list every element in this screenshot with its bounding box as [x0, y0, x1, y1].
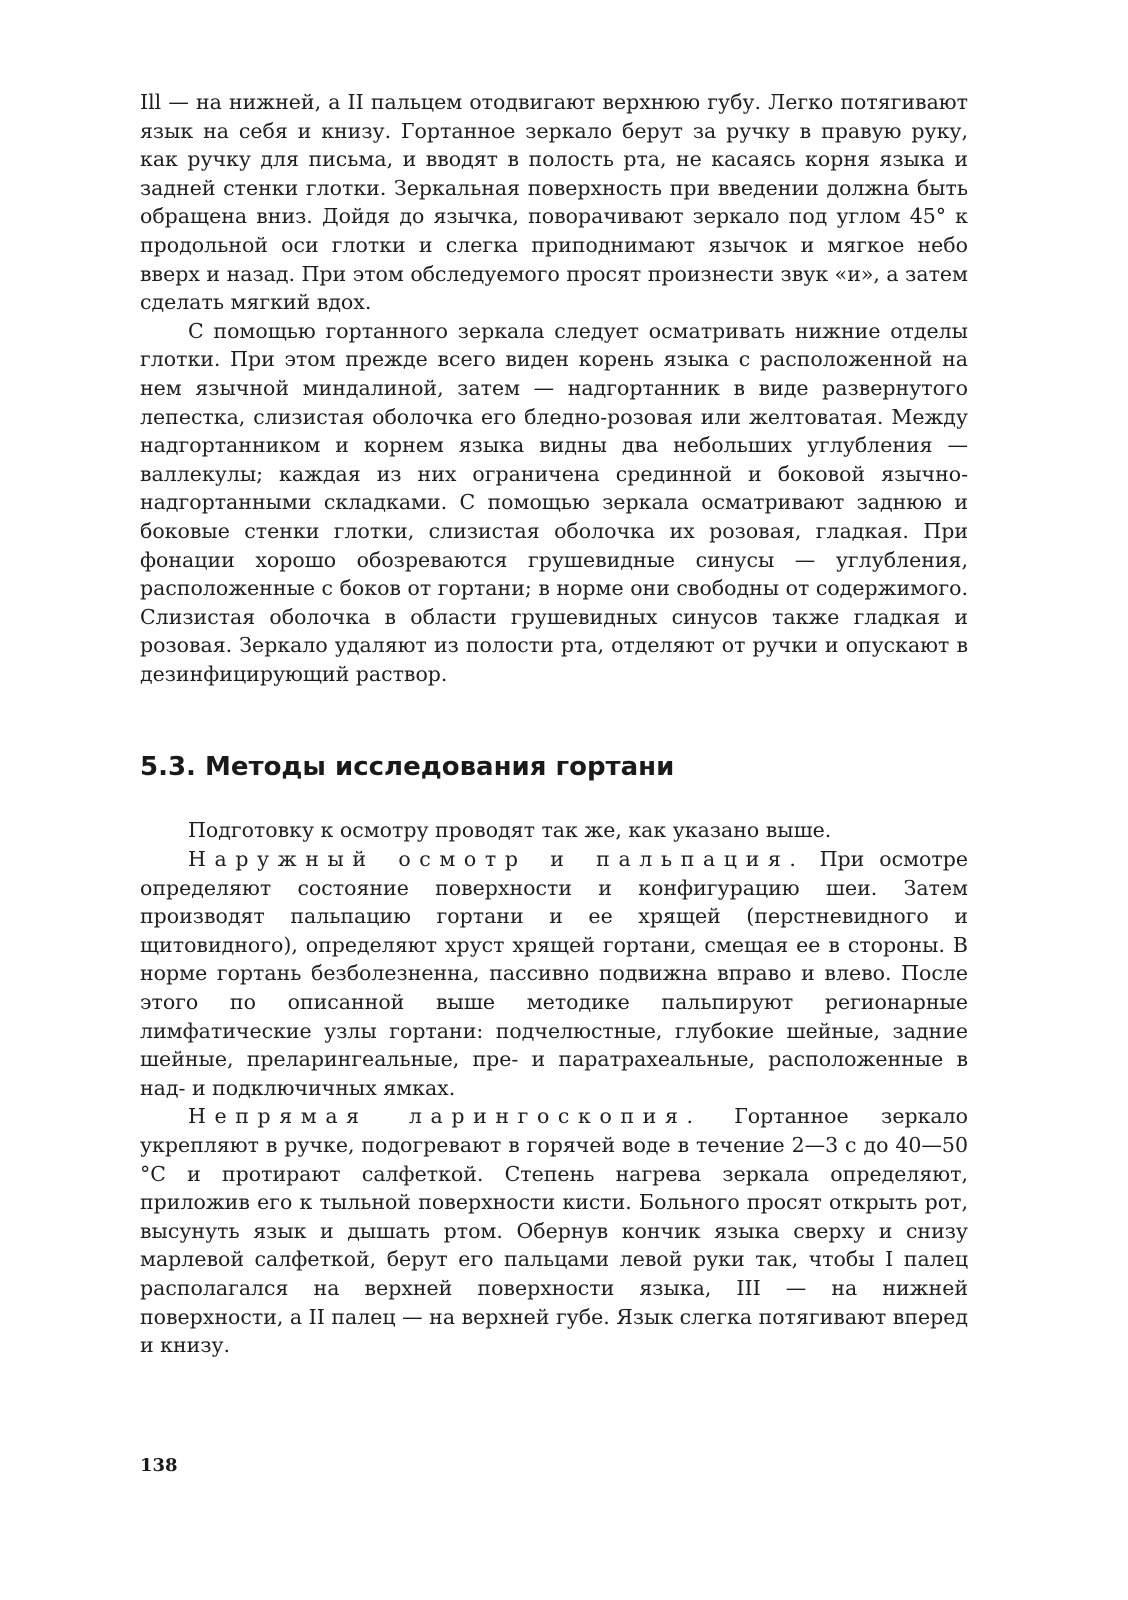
paragraph-preparation: Подготовку к осмотру проводят так же, как указано выше. — [188, 818, 832, 843]
page-body — [140, 88, 968, 1360]
indirect-laryngoscopy-text: Гортанное зеркало укрепляют в ручке, подогревают в горячей воде в течение 2—3 с до 40—50 °С и протирают салфеткой. Степень нагрева зеркала определяют, приложив его к тыльной поверхности кисти. Больного просят открыть рот, высунуть язык и дышать ртом. Обернув кончик языка сверху и снизу марлевой салфеткой, берут его пальцами левой руки так, чтобы I палец располагался на верхней поверхности языка, III — на нижней поверхности, а II палец — на верхней губе. Язык слегка потягивают вперед и книзу. — [140, 1104, 968, 1358]
section-heading: 5.3. Методы исследования гортани — [140, 752, 675, 783]
paragraph-mirror-insertion: Ill — на нижней, а II пальцем отодвигают верхнюю губу. Легко потягивают язык на себя и книзу. Гортанное зеркало берут за ручку в правую руку, как ручку для письма, и вводят в полость рта, не касаясь корня языка и задней стенки глотки. Зеркальная поверхность при введении должна быть обращена вниз. Дойдя до язычка, поворачивают зеркало под углом 45° к продольной оси глотки и слегка приподнимают язычок и мягкое небо вверх и назад. При этом обследуемого просят произнести звук «и», а затем сделать мягкий вдох. — [140, 90, 968, 315]
paragraph-external-examination — [140, 845, 968, 1102]
page-number: 138 — [140, 1455, 178, 1476]
external-examination-text: При осмотре определяют состояние поверхности и конфигурацию шеи. Затем производят пальпацию гортани и ее хрящей (перстневидного и щитовидного), определяют хруст хрящей гортани, смещая ее в стороны. В норме гортань безболезненна, пассивно подвижна вправо и влево. После этого по описанной выше методике пальпируют регионарные лимфатические узлы гортани: подчелюстные, глубокие шейные, задние шейные, преларингеальные, пре- и паратрахеальные, расположенные в над- и подключичных ямках. — [140, 847, 968, 1100]
term-indirect-laryngoscopy: Непрямая ларингоскопия. — [188, 1104, 702, 1129]
term-external-examination: Наружный осмотр и пальпация. — [188, 847, 805, 872]
paragraph-pharynx-examination: С помощью гортанного зеркала следует осматривать нижние отделы глотки. При этом прежде всего виден корень языка с расположенной на нем язычной миндалиной, затем — надгортанник в виде развернутого лепестка, слизистая оболочка его бледно-розовая или желтоватая. Между надгортанником и корнем языка видны два небольших углубления — валлекулы; каждая из них ограничена срединной и боковой язычно-надгортанными складками. С помощью зеркала осматривают заднюю и боковые стенки глотки, слизистая оболочка их розовая, гладкая. При фонации хорошо обозреваются грушевидные синусы — углубления, расположенные с боков от гортани; в норме они свободны от содержимого. Слизистая оболочка в области грушевидных синусов также гладкая и розовая. Зеркало удаляют из полости рта, отделяют от ручки и опускают в дезинфицирующий раствор. — [140, 318, 968, 686]
paragraph-indirect-laryngoscopy — [140, 1102, 968, 1359]
